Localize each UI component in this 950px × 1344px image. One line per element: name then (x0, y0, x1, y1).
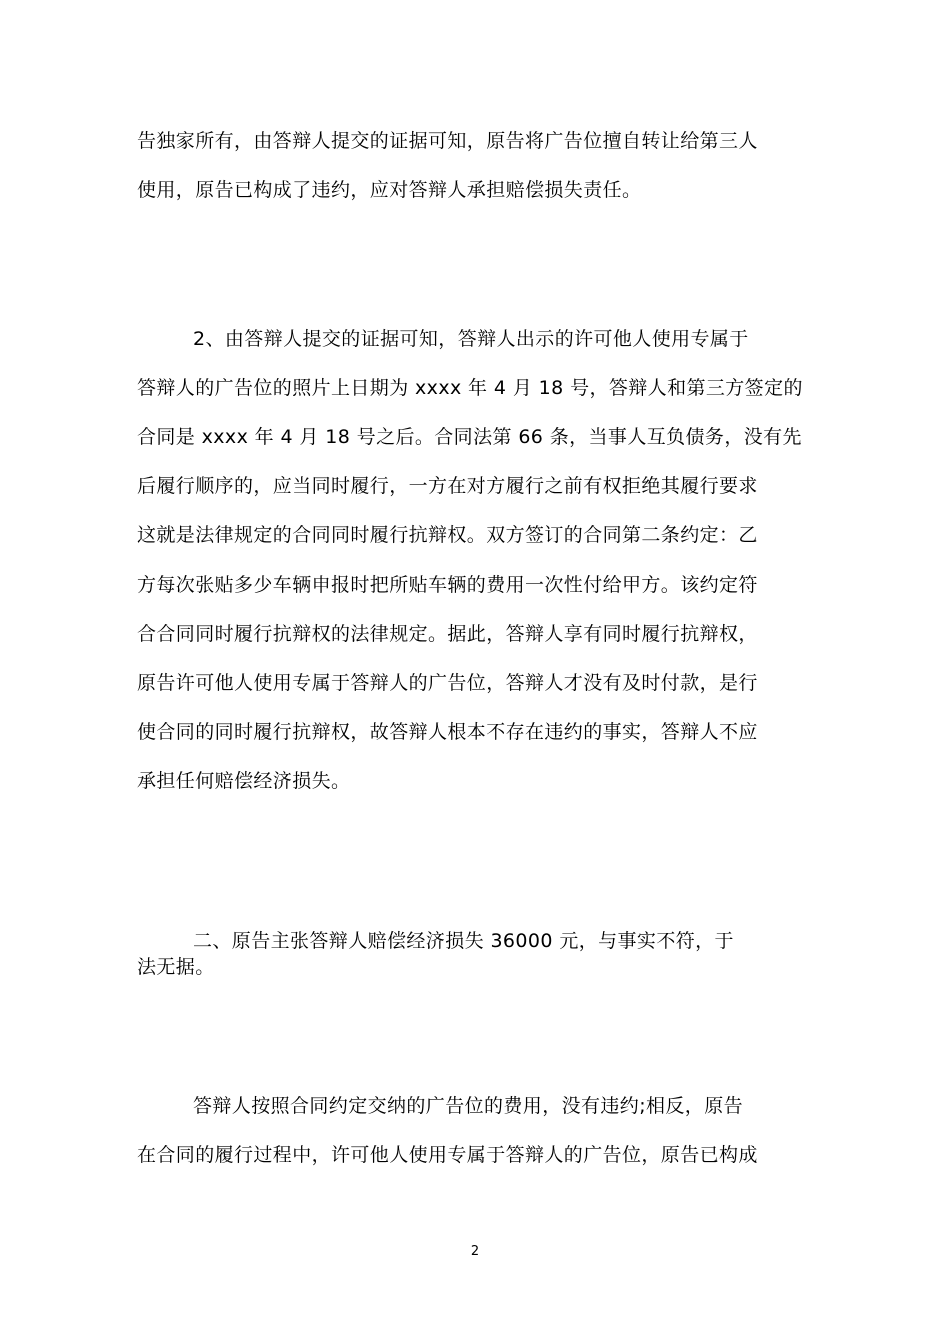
paragraph-2-line-6: 方每次张贴多少车辆申报时把所贴车辆的费用一次性付给甲方。该约定符 (137, 574, 758, 596)
paragraph-1-line-2: 使用，原告已构成了违约，应对答辩人承担赔偿损失责任。 (137, 179, 642, 201)
paragraph-3-line-2: 法无据。 (137, 956, 215, 978)
paragraph-4-line-2: 在合同的履行过程中，许可他人使用专属于答辩人的广告位，原告已构成 (137, 1144, 758, 1166)
paragraph-2-line-4: 后履行顺序的，应当同时履行，一方在对方履行之前有权拒绝其履行要求 (137, 475, 758, 497)
paragraph-2-line-1: 2、由答辩人提交的证据可知，答辩人出示的许可他人使用专属于 (193, 328, 749, 350)
paragraph-1-line-1: 告独家所有，由答辩人提交的证据可知，原告将广告位擅自转让给第三人 (137, 130, 758, 152)
paragraph-2-line-7: 合合同同时履行抗辩权的法律规定。据此，答辩人享有同时履行抗辩权， (137, 623, 758, 645)
paragraph-2-line-10: 承担任何赔偿经济损失。 (137, 770, 351, 792)
page-number: 2 (470, 1244, 480, 1259)
paragraph-2-line-8: 原告许可他人使用专属于答辩人的广告位，答辩人才没有及时付款，是行 (137, 672, 758, 694)
paragraph-3-line-1: 二、原告主张答辩人赔偿经济损失 36000 元，与事实不符，于 (193, 930, 734, 952)
paragraph-2-line-9: 使合同的同时履行抗辩权，故答辩人根本不存在违约的事实，答辩人不应 (137, 721, 758, 743)
paragraph-2-line-5: 这就是法律规定的合同同时履行抗辩权。双方签订的合同第二条约定：乙 (137, 524, 758, 546)
paragraph-4-line-1: 答辩人按照合同约定交纳的广告位的费用，没有违约;相反，原告 (193, 1095, 744, 1117)
paragraph-2-line-2: 答辩人的广告位的照片上日期为 xxxx 年 4 月 18 号，答辩人和第三方签定的 (137, 377, 803, 399)
paragraph-2-line-3: 合同是 xxxx 年 4 月 18 号之后。合同法第 66 条，当事人互负债务，没有先 (137, 426, 802, 448)
